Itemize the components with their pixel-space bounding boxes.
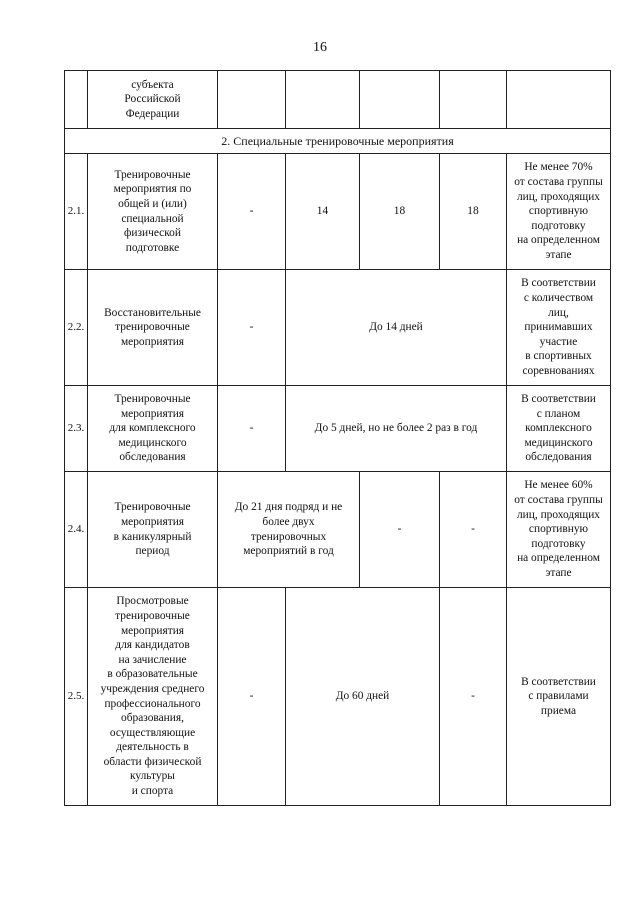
- event-name-cell: Восстановительные тренировочные мероприятия: [88, 270, 218, 386]
- value-cell: -: [218, 386, 286, 472]
- value-cell: 18: [440, 154, 507, 270]
- section-title: 2. Специальные тренировочные мероприятия: [65, 129, 611, 154]
- table-row: [65, 71, 611, 129]
- event-name-cell: субъекта Российской Федерации: [88, 71, 218, 129]
- note-cell: В соответствии с планом комплексного медицинского обследования: [507, 386, 611, 472]
- merged-value-cell: До 21 дня подряд и не более двух тренировочных мероприятий в год: [218, 472, 360, 588]
- value-cell: -: [218, 154, 286, 270]
- value-cell: -: [218, 588, 286, 806]
- value-cell: [218, 71, 286, 129]
- event-name-cell: Тренировочные мероприятия по общей и (или) специальной физической подготовке: [88, 154, 218, 270]
- event-name-cell: Тренировочные мероприятия в каникулярный период: [88, 472, 218, 588]
- value-cell: 14: [286, 154, 360, 270]
- merged-value-cell: До 60 дней: [286, 588, 440, 806]
- note-cell: [507, 71, 611, 129]
- note-cell: В соответствии с количеством лиц, принимавших участие в спортивных соревнованиях: [507, 270, 611, 386]
- table-row: [65, 270, 611, 386]
- section-header-row: [65, 129, 611, 154]
- row-number: 2.1.: [65, 154, 88, 270]
- note-cell: Не менее 70% от состава группы лиц, проходящих спортивную подготовку на определенном этапе: [507, 154, 611, 270]
- value-cell: 18: [360, 154, 440, 270]
- value-cell: -: [440, 588, 507, 806]
- page-number: 16: [313, 40, 327, 55]
- row-number: 2.4.: [65, 472, 88, 588]
- table-row: [65, 472, 611, 588]
- row-number: 2.2.: [65, 270, 88, 386]
- value-cell: -: [360, 472, 440, 588]
- table-row: [65, 154, 611, 270]
- training-events-table: [64, 70, 611, 806]
- table-row: [65, 588, 611, 806]
- table-row: [65, 386, 611, 472]
- row-number: 2.3.: [65, 386, 88, 472]
- row-number: 2.5.: [65, 588, 88, 806]
- value-cell: [286, 71, 360, 129]
- value-cell: -: [218, 270, 286, 386]
- value-cell: [440, 71, 507, 129]
- num-cell: [65, 71, 88, 129]
- merged-value-cell: До 14 дней: [286, 270, 507, 386]
- note-cell: В соответствии с правилами приема: [507, 588, 611, 806]
- event-name-cell: Тренировочные мероприятия для комплексного медицинского обследования: [88, 386, 218, 472]
- event-name-cell: Просмотровые тренировочные мероприятия для кандидатов на зачисление в образовательные учреждения среднего профессионального образования, осуществляющие деятельность в области физической культуры и спорта: [88, 588, 218, 806]
- note-cell: Не менее 60% от состава группы лиц, проходящих спортивную подготовку на определенном этапе: [507, 472, 611, 588]
- merged-value-cell: До 5 дней, но не более 2 раз в год: [286, 386, 507, 472]
- value-cell: -: [440, 472, 507, 588]
- value-cell: [360, 71, 440, 129]
